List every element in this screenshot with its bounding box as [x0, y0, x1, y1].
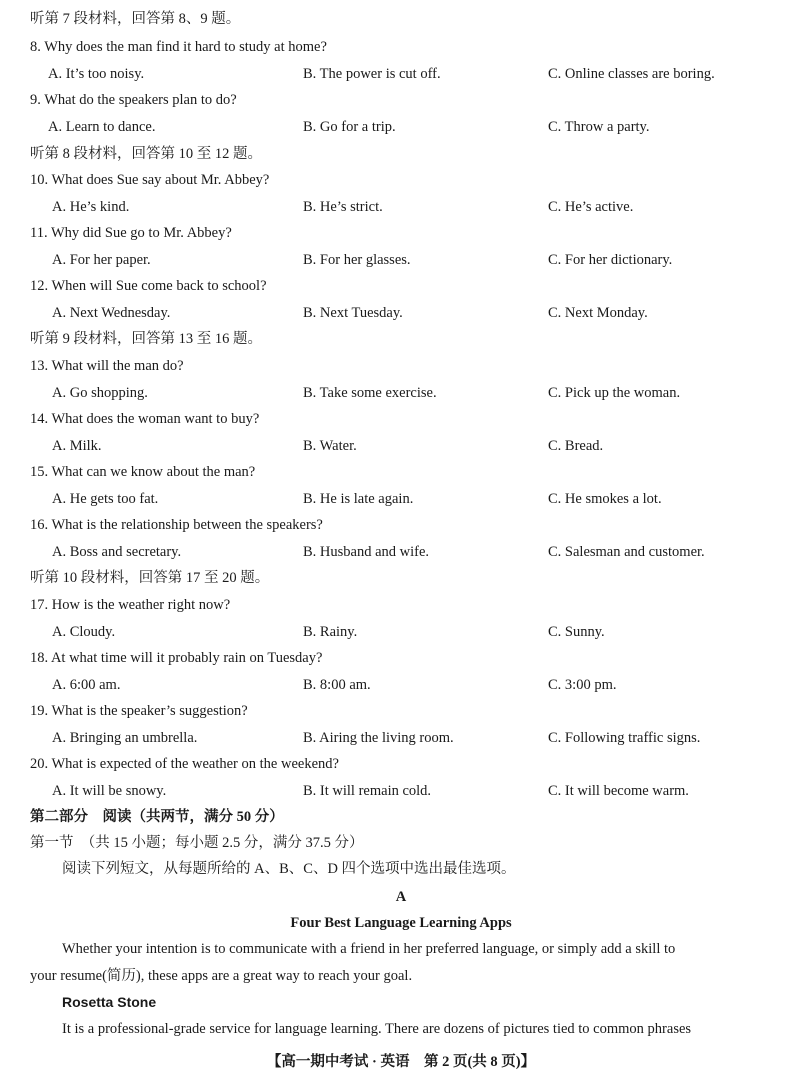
- option-a: A. Cloudy.: [52, 624, 116, 640]
- question-stem: 13. What will the man do?: [30, 358, 184, 374]
- question-stem: 17. How is the weather right now?: [30, 597, 231, 613]
- option-c: C. He’s active.: [548, 199, 634, 215]
- paragraph-line: your resume(简历), these apps are a great way to reach your goal.: [30, 968, 413, 984]
- section-instruction: 听第 8 段材料，回答第 10 至 12 题。: [30, 146, 262, 162]
- option-a: A. He’s kind.: [52, 199, 130, 215]
- option-c: C. Pick up the woman.: [548, 385, 681, 401]
- question-stem: 10. What does Sue say about Mr. Abbey?: [30, 172, 270, 188]
- option-c: C. Bread.: [548, 438, 604, 454]
- subheading: Rosetta Stone: [62, 994, 157, 1010]
- option-c: C. For her dictionary.: [548, 252, 673, 268]
- question-stem: 9. What do the speakers plan to do?: [30, 92, 237, 108]
- option-a: A. Learn to dance.: [48, 119, 156, 135]
- option-b: B. It will remain cold.: [303, 783, 432, 799]
- question-stem: 18. At what time will it probably rain on Tuesday?: [30, 650, 323, 666]
- option-b: B. Go for a trip.: [303, 119, 396, 135]
- paragraph-line: Whether your intention is to communicate with a friend in her preferred language, or simply add a skill to: [62, 941, 676, 957]
- option-a: A. 6:00 am.: [52, 677, 121, 693]
- option-b: B. He’s strict.: [303, 199, 383, 215]
- option-c: C. Next Monday.: [548, 305, 648, 321]
- option-c: C. Online classes are boring.: [548, 66, 715, 82]
- option-b: B. Rainy.: [303, 624, 358, 640]
- option-a: A. Boss and secretary.: [52, 544, 182, 560]
- paragraph-line: It is a professional-grade service for language learning. There are dozens of pictures tied to common phrases: [62, 1021, 692, 1037]
- option-c: C. Throw a party.: [548, 119, 650, 135]
- section-heading: 第一节 （共 15 小题；每小题 2.5 分，满分 37.5 分）: [30, 835, 364, 851]
- question-stem: 8. Why does the man find it hard to study at home?: [30, 39, 327, 55]
- question-stem: 19. What is the speaker’s suggestion?: [30, 703, 248, 719]
- option-c: C. 3:00 pm.: [548, 677, 617, 693]
- option-a: A. Go shopping.: [52, 385, 148, 401]
- option-b: B. The power is cut off.: [303, 66, 441, 82]
- option-b: B. Next Tuesday.: [303, 305, 403, 321]
- option-b: B. He is late again.: [303, 491, 414, 507]
- passage-letter: A: [395, 889, 407, 905]
- question-stem: 11. Why did Sue go to Mr. Abbey?: [30, 225, 232, 241]
- option-a: A. Bringing an umbrella.: [52, 730, 198, 746]
- question-stem: 15. What can we know about the man?: [30, 464, 256, 480]
- option-c: C. Following traffic signs.: [548, 730, 701, 746]
- option-a: A. For her paper.: [52, 252, 151, 268]
- section-instruction: 听第 9 段材料，回答第 13 至 16 题。: [30, 331, 262, 347]
- option-b: B. For her glasses.: [303, 252, 411, 268]
- option-b: B. Water.: [303, 438, 357, 454]
- part-heading: 第二部分 阅读（共两节，满分 50 分）: [30, 809, 284, 825]
- option-a: A. He gets too fat.: [52, 491, 159, 507]
- option-c: C. It will become warm.: [548, 783, 689, 799]
- page-footer: 【高一期中考试 · 英语 第 2 页(共 8 页)】: [266, 1054, 536, 1070]
- option-b: B. Take some exercise.: [303, 385, 437, 401]
- question-stem: 12. When will Sue come back to school?: [30, 278, 267, 294]
- question-stem: 20. What is expected of the weather on the weekend?: [30, 756, 339, 772]
- option-c: C. Sunny.: [548, 624, 605, 640]
- question-stem: 14. What does the woman want to buy?: [30, 411, 260, 427]
- reading-instruction: 阅读下列短文，从每题所给的 A、B、C、D 四个选项中选出最佳选项。: [62, 861, 516, 877]
- option-c: C. He smokes a lot.: [548, 491, 662, 507]
- option-a: A. It’s too noisy.: [48, 66, 145, 82]
- option-a: A. Next Wednesday.: [52, 305, 171, 321]
- option-b: B. Airing the living room.: [303, 730, 454, 746]
- section-instruction: 听第 10 段材料，回答第 17 至 20 题。: [30, 570, 270, 586]
- section-instruction: 听第 7 段材料，回答第 8、9 题。: [30, 11, 241, 27]
- option-b: B. 8:00 am.: [303, 677, 371, 693]
- passage-title: Four Best Language Learning Apps: [290, 915, 512, 931]
- option-b: B. Husband and wife.: [303, 544, 430, 560]
- option-a: A. It will be snowy.: [52, 783, 167, 799]
- option-c: C. Salesman and customer.: [548, 544, 705, 560]
- option-a: A. Milk.: [52, 438, 102, 454]
- question-stem: 16. What is the relationship between the speakers?: [30, 517, 323, 533]
